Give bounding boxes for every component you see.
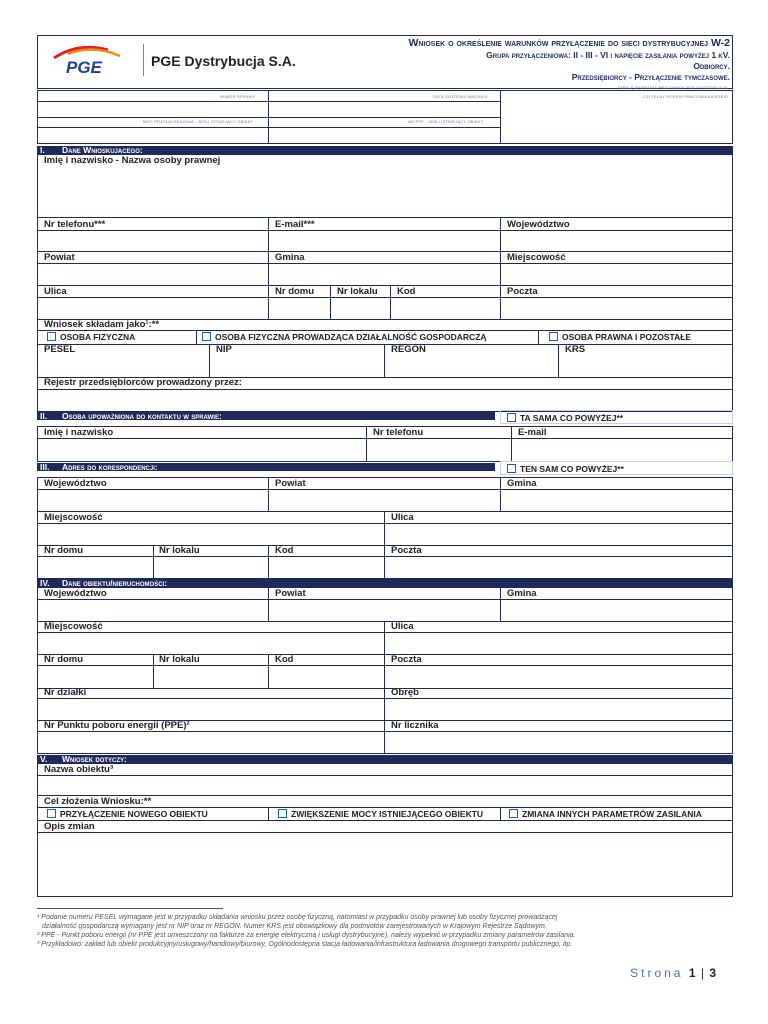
corr-post-office-input[interactable]: [385, 557, 732, 578]
obj-postal-code-label: Kod: [275, 654, 294, 665]
corr-voivodeship-input[interactable]: [38, 490, 267, 510]
applying-as-label: Wniosek składam jako¹:**: [44, 319, 160, 330]
form-subtitle-recipients: Odbiorcy.: [693, 61, 730, 71]
office-note: TABELĘ WYPEŁNIA PRACOWNIK PGE DYSTRYBUCJA: [617, 85, 728, 90]
changes-description-input[interactable]: [38, 833, 732, 896]
ppe-number-input[interactable]: [38, 732, 383, 753]
obj-post-office-input[interactable]: [385, 666, 732, 687]
corr-voivodeship-label: Województwo: [44, 478, 107, 489]
option-change-params-label: ZMIANA INNYCH PARAMETRÓW ZASILANIA: [522, 809, 702, 819]
email-input[interactable]: [269, 231, 499, 250]
form-subtitle-temporary: Przedsiębiorcy - Przyłączenie tymczasowe.: [571, 72, 730, 82]
footnote-1b: działalność gospodarczą wymagany jest nr NIP oraz nr REGON. Numer KRS jest obowiązkowy dla podmiotów zarejestrowanych w Krajowym Rejestrze Sądowym.: [42, 923, 547, 930]
obj-voivodeship-input[interactable]: [38, 600, 267, 620]
obj-city-label: Miejscowość: [44, 621, 103, 632]
checkbox-power-increase[interactable]: [278, 809, 287, 818]
corr-street-input[interactable]: [385, 524, 732, 544]
meter-number-input[interactable]: [385, 732, 732, 753]
footnote-2: ² PPE - Punkt poboru energii (nr PPE jest umieszczony na fakturze za energię elektryczną i usługi dystrybucyjne), należy wypełnić w przypadku zmiany parametrów zasilania.: [37, 932, 576, 939]
corr-flat-number-input[interactable]: [154, 557, 267, 578]
contact-email-label: E-mail: [518, 427, 547, 438]
logo-text: PGE: [66, 58, 102, 77]
page-number: [630, 966, 716, 980]
option-legal-person-label: OSOBA PRAWNA I POZOSTAŁE: [562, 332, 692, 342]
section-1-header: I. Dane Wnioskującego:: [37, 146, 733, 154]
office-ppe-number: NR PPE - JEŚLI ISTNIEJĄCY OBIEKT: [408, 119, 484, 124]
registry-input[interactable]: [38, 390, 732, 411]
purpose-label: Cel złożenia Wniosku:**: [44, 796, 152, 807]
logo-divider: [143, 44, 144, 76]
applicant-name-label: Imię i nazwisko - Nazwa osoby prawnej: [44, 155, 221, 166]
section-5-header: V. Wniosek dotyczy:: [37, 755, 733, 763]
page-separator: |: [700, 966, 704, 980]
page-current: 1: [688, 966, 696, 980]
contact-name-input[interactable]: [38, 439, 365, 461]
section-4-header: IV. Dane obiektu/nieruchomości:: [37, 579, 733, 587]
county-input[interactable]: [38, 264, 267, 284]
nip-label: NIP: [216, 344, 232, 355]
checkbox-natural-person[interactable]: [47, 332, 56, 341]
ppe-number-label: Nr Punktu poboru energii (PPE)²: [44, 720, 190, 731]
krs-label: KRS: [565, 344, 586, 355]
regon-label: REGON: [391, 344, 426, 355]
phone-input[interactable]: [38, 231, 267, 250]
obj-city-input[interactable]: [38, 633, 383, 653]
checkbox-new-object[interactable]: [47, 809, 56, 818]
corr-postal-code-input[interactable]: [269, 557, 383, 578]
section-2-header: II. Osoba upoważniona do kontaktu w sprawie:: [37, 412, 495, 420]
obj-commune-input[interactable]: [501, 600, 732, 620]
registry-label: Rejestr przedsiębiorców prowadzony przez:: [44, 377, 242, 388]
obj-county-label: Powiat: [275, 588, 306, 599]
option-natural-person-label: OSOBA FIZYCZNA: [60, 332, 136, 342]
county-label: Powiat: [44, 252, 75, 263]
house-number-input[interactable]: [269, 298, 329, 318]
obj-postal-code-input[interactable]: [269, 666, 383, 687]
corr-postal-code-label: Kod: [275, 545, 294, 556]
voivodeship-label: Województwo: [507, 219, 570, 230]
checkbox-change-params[interactable]: [509, 809, 518, 818]
checkbox-contact-same[interactable]: [507, 413, 516, 422]
option-business-person-label: OSOBA FIZYCZNA PROWADZĄCA DZIAŁALNOŚĆ GOSPODARCZĄ: [215, 332, 487, 342]
commune-input[interactable]: [269, 264, 499, 284]
section-3-header: III. Adres do korespondencji:: [37, 463, 495, 471]
contact-same-label: TA SAMA CO POWYŻEJ**: [520, 413, 624, 423]
flat-number-input[interactable]: [331, 298, 389, 318]
obj-voivodeship-label: Województwo: [44, 588, 107, 599]
obj-street-label: Ulica: [391, 621, 414, 632]
applicant-name-input[interactable]: [38, 166, 732, 217]
option-power-increase-label: ZWIĘKSZENIE MOCY ISTNIEJĄCEGO OBIEKTU: [291, 809, 484, 819]
city-input[interactable]: [501, 264, 732, 284]
post-office-input[interactable]: [501, 298, 732, 318]
contact-email-input[interactable]: [512, 439, 732, 461]
office-signature-note: CZYTELNY PODPIS PRACOWNIKA PGEID: [642, 94, 728, 99]
corr-county-input[interactable]: [269, 490, 499, 510]
checkbox-business-person[interactable]: [202, 332, 211, 341]
regon-input[interactable]: [385, 355, 557, 376]
precinct-input[interactable]: [385, 699, 732, 719]
page-total: 3: [709, 966, 716, 980]
obj-house-number-input[interactable]: [38, 666, 152, 687]
house-number-label: Nr domu: [275, 286, 315, 297]
page-label: Strona: [630, 966, 684, 980]
object-name-input[interactable]: [38, 776, 732, 795]
plot-number-label: Nr działki: [44, 687, 87, 698]
corr-county-label: Powiat: [275, 478, 306, 489]
option-new-object-label: PRZYŁĄCZENIE NOWEGO OBIEKTU: [60, 809, 208, 819]
office-connection-power: MOC PRZYŁĄCZENIOWA - JEŚLI ISTNIEJĄCY OBIEKT: [143, 119, 254, 124]
changes-description-label: Opis zmian: [44, 821, 95, 832]
checkbox-legal-person[interactable]: [549, 332, 558, 341]
contact-name-label: Imię i nazwisko: [44, 427, 114, 438]
obj-county-input[interactable]: [269, 600, 499, 620]
nip-input[interactable]: [210, 355, 383, 376]
footnote-3: ³ Przykładowo: zakład lub obiekt produkcyjny/usługowy/handlowy/biurowy, Ogólnodostępna stacja ładowania/infrastruktura ładowania drogowego transportu publicznego, itp.: [37, 941, 573, 948]
corr-house-number-input[interactable]: [38, 557, 152, 578]
obj-post-office-label: Poczta: [391, 654, 422, 665]
krs-input[interactable]: [559, 355, 732, 376]
street-input[interactable]: [38, 298, 267, 318]
corr-commune-label: Gmina: [507, 478, 537, 489]
pesel-label: PESEL: [44, 344, 76, 355]
corr-city-label: Miejscowość: [44, 512, 103, 523]
obj-flat-number-label: Nr lokalu: [159, 654, 200, 665]
obj-house-number-label: Nr domu: [44, 654, 84, 665]
office-submit-date: DATA ZŁOŻENIA WNIOSKU: [433, 94, 488, 99]
city-label: Miejscowość: [507, 252, 566, 263]
corr-flat-number-label: Nr lokalu: [159, 545, 200, 556]
obj-flat-number-input[interactable]: [154, 666, 267, 687]
pge-logo: [48, 40, 138, 80]
obj-commune-label: Gmina: [507, 588, 537, 599]
contact-phone-label: Nr telefonu: [373, 427, 424, 438]
footnote-divider: [37, 908, 223, 909]
contact-phone-input[interactable]: [367, 439, 510, 461]
checkbox-address-same[interactable]: [507, 464, 516, 473]
form-title: Wniosek o określenie warunków przyłączenie do sieci dystrybucyjnej W-2: [408, 37, 730, 49]
post-office-label: Poczta: [507, 286, 538, 297]
object-name-label: Nazwa obiektu³: [44, 764, 114, 775]
postal-code-input[interactable]: [391, 298, 499, 318]
commune-label: Gmina: [275, 252, 305, 263]
phone-label: Nr telefonu***: [44, 219, 106, 230]
office-case-number: NUMER SPRAWY: [220, 94, 256, 99]
plot-number-input[interactable]: [38, 699, 383, 719]
flat-number-label: Nr lokalu: [337, 286, 378, 297]
form-subtitle-group: Grupa przyłączeniowa: II - III - VI i napięcie zasilania powyżej 1 kV.: [486, 50, 730, 60]
postal-code-label: Kod: [397, 286, 416, 297]
corr-post-office-label: Poczta: [391, 545, 422, 556]
precinct-label: Obręb: [391, 687, 419, 698]
company-name: PGE Dystrybucja S.A.: [151, 53, 296, 69]
street-label: Ulica: [44, 286, 67, 297]
corr-house-number-label: Nr domu: [44, 545, 84, 556]
corr-commune-input[interactable]: [501, 490, 732, 510]
voivodeship-input[interactable]: [501, 231, 732, 250]
address-same-label: TEN SAM CO POWYŻEJ**: [520, 464, 624, 474]
corr-city-input[interactable]: [38, 524, 383, 544]
meter-number-label: Nr licznika: [391, 720, 439, 731]
obj-street-input[interactable]: [385, 633, 732, 653]
corr-street-label: Ulica: [391, 512, 414, 523]
email-label: E-mail***: [275, 219, 315, 230]
pesel-input[interactable]: [38, 355, 208, 376]
footnote-1a: ¹ Podanie numeru PESEL wymagane jest w przypadku składania wniosku przez osobę fizyczną, natomiast w przypadku osoby prawnej lub osoby fizycznej prowadzącej: [37, 914, 558, 921]
